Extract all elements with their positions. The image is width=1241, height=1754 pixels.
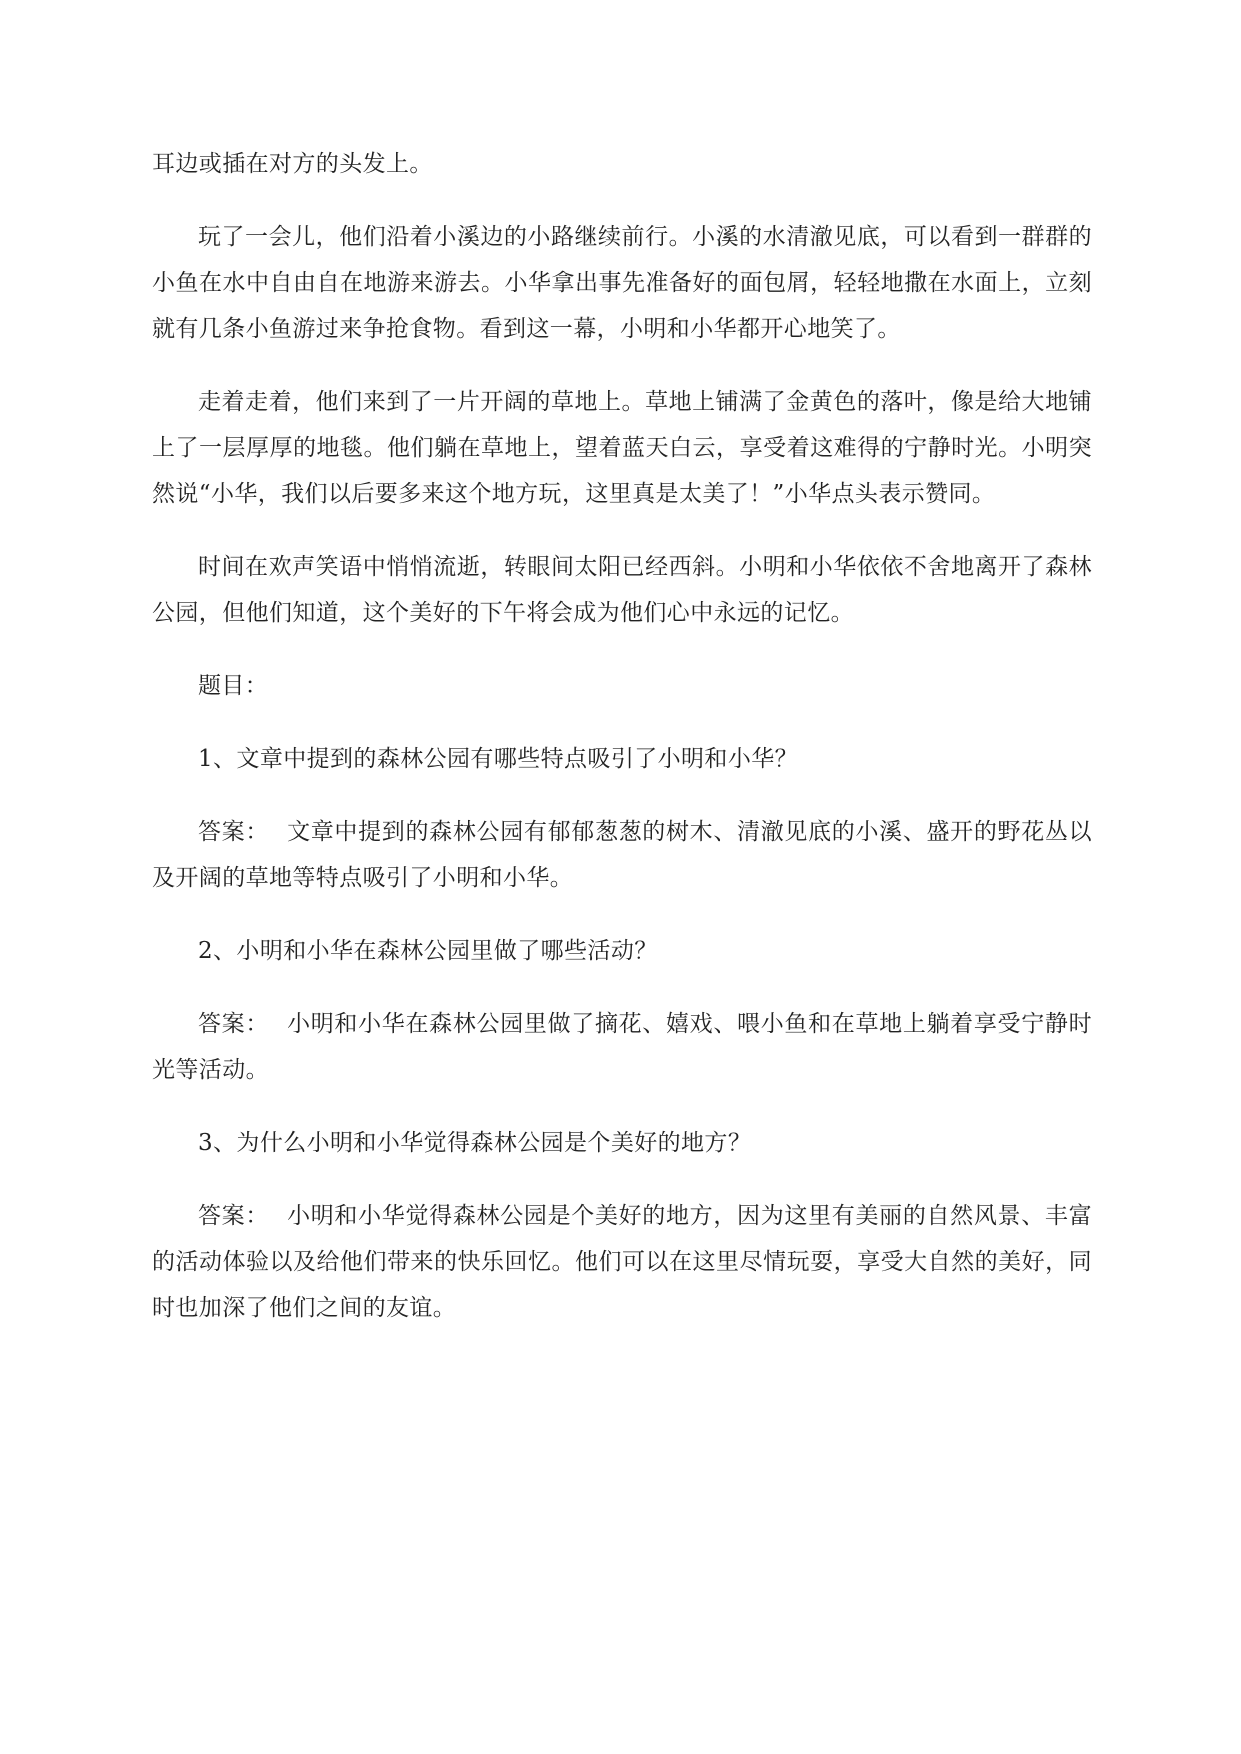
answer-2 (152, 1001, 1092, 1093)
story-paragraph-2: 玩了一会儿，他们沿着小溪边的小路继续前行。小溪的水清澈见底，可以看到一群群的小鱼在水中自由自在地游来游去。小华拿出事先准备好的面包屑，轻轻地撒在水面上，立刻就有几条小鱼游过来争抢食物。看到这一幕，小明和小华都开心地笑了。 (152, 224, 1092, 342)
answer-1 (152, 809, 1092, 901)
story-paragraph-3: 走着走着，他们来到了一片开阔的草地上。草地上铺满了金黄色的落叶，像是给大地铺上了一层厚厚的地毯。他们躺在草地上，望着蓝天白云，享受着这难得的宁静时光。小明突然说“小华，我们以后要多来这个地方玩，这里真是太美了！”小华点头表示赞同。 (152, 389, 1092, 507)
answer-label: 答案： (198, 1203, 270, 1229)
question-1: 1、文章中提到的森林公园有哪些特点吸引了小明和小华？ (198, 746, 799, 772)
questions-heading: 题目： (198, 673, 269, 699)
answer-text: 文章中提到的森林公园有郁郁葱葱的树木、清澈见底的小溪、盛开的野花丛以及开阔的草地等特点吸引了小明和小华。 (152, 819, 1093, 891)
question-2: 2、小明和小华在森林公园里做了哪些活动？ (198, 938, 658, 964)
answer-text: 小明和小华觉得森林公园是个美好的地方，因为这里有美丽的自然风景、丰富的活动体验以及给他们带来的快乐回忆。他们可以在这里尽情玩耍，享受大自然的美好，同时也加深了他们之间的友谊。 (152, 1203, 1093, 1321)
answer-text: 小明和小华在森林公园里做了摘花、嬉戏、喂小鱼和在草地上躺着享受宁静时光等活动。 (152, 1011, 1093, 1083)
answer-label: 答案： (198, 1011, 270, 1037)
story-paragraph-4: 时间在欢声笑语中悄悄流逝，转眼间太阳已经西斜。小明和小华依依不舍地离开了森林公园，但他们知道，这个美好的下午将会成为他们心中永远的记忆。 (152, 554, 1092, 626)
question-3: 3、为什么小明和小华觉得森林公园是个美好的地方？ (198, 1130, 752, 1156)
answer-3 (152, 1193, 1092, 1331)
answer-label: 答案： (198, 819, 270, 845)
document-body (152, 141, 1092, 1358)
story-paragraph-1: 耳边或插在对方的头发上。 (152, 151, 433, 177)
